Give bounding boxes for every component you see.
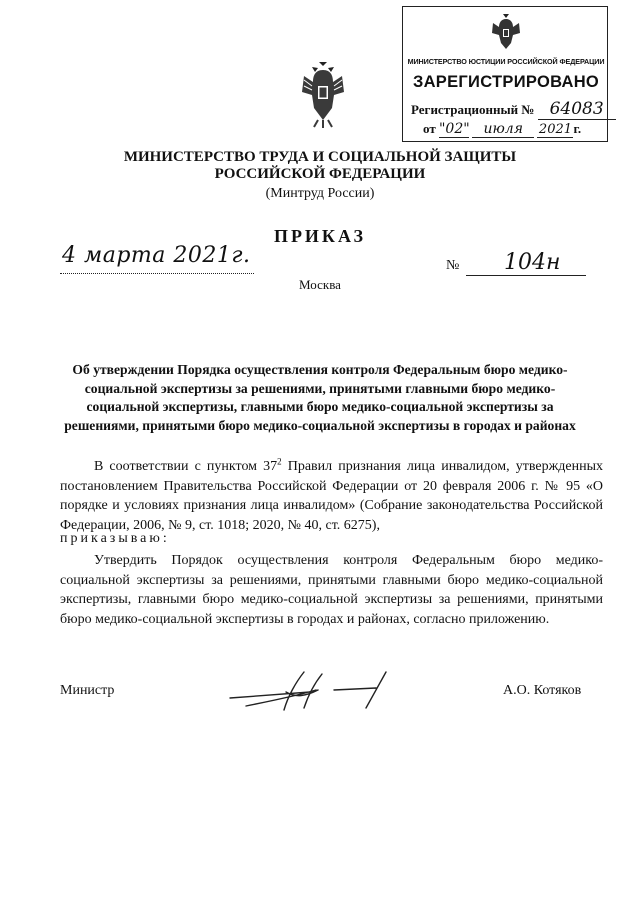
ministry-name-line1: МИНИСТЕРСТВО ТРУДА И СОЦИАЛЬНОЙ ЗАЩИТЫ [123,149,517,165]
eagle-emblem-icon [489,13,523,51]
order-title: ПРИКАЗ [273,226,367,246]
stamp-registered-label: ЗАРЕГИСТРИРОВАНО [412,73,600,91]
order-date: 4 марта 2021г. [62,243,251,268]
registration-stamp [402,6,608,142]
order-word: приказываю: [60,531,170,546]
order-subject: Об утверждении Порядка осуществления контроля Федеральным бюро медико-социальной экспертизы за решениями, принятыми главными бюро медико-социальной экспертизы, главными бюро медико-социальной экспертизы за решениями, принятыми бюро медико-социальной экспертизы в городах и районах [64,362,576,433]
stamp-regnum-label: Регистрационный № [411,102,535,117]
order-city: Москва [299,277,341,292]
stamp-date-year: 2021 [538,122,573,137]
stamp-date-row [423,121,581,138]
order-date-underline [60,273,254,274]
signatory-title: Министр [60,683,115,698]
handwritten-signature [226,668,416,712]
stamp-date-month: июля [472,121,534,138]
stamp-date-prefix: от [423,121,436,136]
coat-of-arms-icon [300,62,346,128]
body-paragraph-1 [60,457,603,535]
order-number-underline [466,275,586,276]
signatory-name: А.О. Котяков [503,683,582,698]
stamp-regnum-value: 64083 [538,99,616,120]
ministry-short-name: (Минтруд России) [265,186,375,201]
body-paragraph-2: Утвердить Порядок осуществления контроля Федеральным бюро медико-социальной экспертизы за решениями, принятыми главными бюро медико-социальной экспертизы, главными бюро медико-социальной экспертизы за решениями, принятыми бюро медико-социальной экспертизы в городах и районах, согласно приложению. [60,553,603,627]
stamp-date-day: "02" [438,121,470,137]
para1-text-b: Правил признания лица инвалидом, утвержденных постановлением Правительства Российской Федерации от 20 февраля 2006 г. № 95 «О порядке и условиях признания лица инвалидом» (Собрание законодательства Российской Федерации, 2006, № 9, ст. 1018; 2020, № 40, ст. 6275), [60,459,603,533]
stamp-date-suffix: г. [573,121,582,136]
stamp-ministry-name: МИНИСТЕРСТВО ЮСТИЦИИ РОССИЙСКОЙ ФЕДЕРАЦИИ [407,57,605,66]
ministry-name-line2: РОССИЙСКОЙ ФЕДЕРАЦИИ [214,166,426,182]
order-number: 104н [504,250,561,275]
order-number-sign: № [446,258,460,273]
para1-text-a: В соответствии с пунктом 37 [94,459,278,474]
para1-superscript: 2 [277,456,282,467]
stamp-regnum-row [411,99,616,120]
